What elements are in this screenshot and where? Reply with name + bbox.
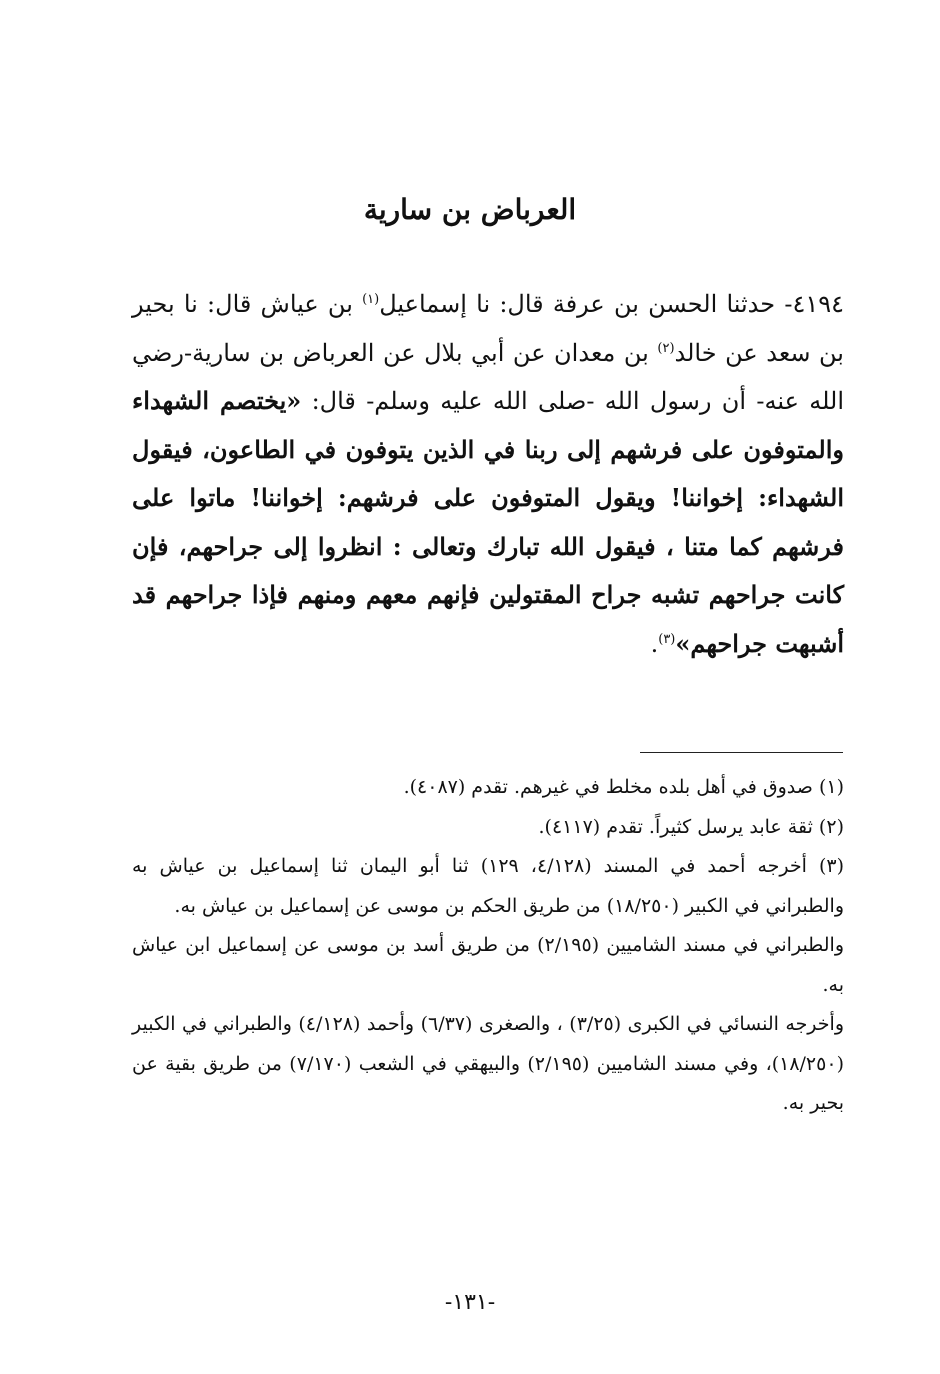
isnad-part-3: بن معدان عن أبي بلال عن العرباض بن سارية-رضي الله عنه- أن رسول الله -صلى الله عليه وسلم- قال: (132, 338, 844, 415)
chapter-title: العرباض بن سارية (363, 193, 577, 226)
footnotes (132, 768, 844, 1124)
footnote-3-continuation-1: والطبراني في مسند الشاميين (٢/١٩٥) من طريق أسد بن موسى عن إسماعيل ابن عياش به. (132, 934, 845, 996)
isnad-part-2: بن عياش قال: نا بحير بن سعد عن خالد (132, 290, 844, 367)
footnote-ref-1: (١) (362, 292, 380, 307)
footnote-ref-2: (٢) (657, 340, 675, 356)
hadith-text (132, 280, 844, 668)
footnote-ref-3: (٣) (658, 631, 676, 647)
hadith-matn: «يختصم الشهداء والمتوفون على فرشهم إلى ربنا في الذين يتوفون في الطاعون، فيقول الشهداء: إخواننا! ويقول المتوفون على فرشهم: إخواننا! ماتوا على فرشهم كما متنا ، فيقول الله تبارك وتعالى : انظروا إلى جراحهم، فإن كانت جراحهم تشبه جراح المقتولين فإنهم معهم ومنهم فإذا جراحهم قد أشبهت جراحهم» (132, 386, 844, 658)
footnote-1: (١) صدوق في أهل بلده مخلط في غيرهم. تقدم (٤٠٨٧). (403, 776, 844, 798)
hadith-end: . (650, 629, 659, 658)
footnote-3-continuation-2: وأخرجه النسائي في الكبرى (٣/٢٥) ، والصغرى (٦/٣٧) وأحمد (٤/١٢٨) والطبراني في الكبير (١٨/٢٥٠)، وفي مسند الشاميين (٢/١٩٥) والبيهقي في الشعب (٧/١٧٠) من طريق بقية عن بحير به. (132, 1013, 844, 1114)
footnote-3: (٣) أخرجه أحمد في المسند (٤/١٢٨، ١٢٩) ثنا أبو اليمان ثنا إسماعيل بن عياش به والطبراني في الكبير (١٨/٢٥٠) من طريق الحكم بن موسى عن إسماعيل بن عياش به. (132, 855, 844, 917)
page-number: -١٣١- (444, 1290, 496, 1315)
footnote-divider (640, 752, 843, 753)
isnad-part-1: ٤١٩٤- حدثنا الحسن بن عرفة قال: نا إسماعيل (379, 290, 844, 318)
footnote-2: (٢) ثقة عابد يرسل كثيراً. تقدم (٤١١٧). (538, 815, 844, 838)
